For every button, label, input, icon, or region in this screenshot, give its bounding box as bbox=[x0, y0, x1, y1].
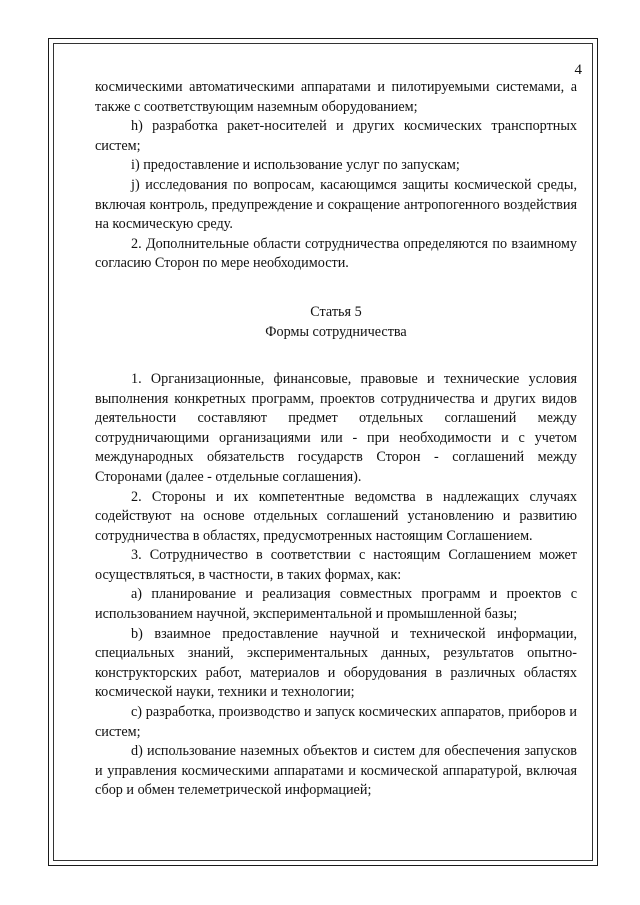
article-paragraph-2: 2. Стороны и их компетентные ведомства в надлежащих случаях содействуют на основе отдельных соглашений установлению и развитию сотрудничества в областях, предусмотренных настоящим Соглашением. bbox=[95, 488, 577, 544]
list-item-h: h) разработка ракет-носителей и других космических транспортных систем; bbox=[95, 118, 577, 154]
article-item-d: d) использование наземных объектов и систем для обеспечения запусков и управления космическими аппаратами и космической аппаратурой, включая сбор и обмен телеметрической информацией; bbox=[95, 743, 577, 799]
continued-paragraph: космическими автоматическими аппаратами и пилотируемыми системами, а также с соответствующим наземным оборудованием; bbox=[95, 79, 577, 115]
article-number: Статья 5 bbox=[310, 303, 362, 320]
list-item-j: j) исследования по вопросам, касающимся защиты космической среды, включая контроль, предупреждение и сокращение антропогенного воздействия на космическую среду. bbox=[95, 176, 577, 233]
article-paragraph-3: 3. Сотрудничество в соответствии с настоящим Соглашением может осуществляться, в частности, в таких формах, как: bbox=[95, 547, 577, 583]
article-item-b: b) взаимное предоставление научной и технической информации, специальных знаний, экспериментальных данных, результатов опытно-конструкторских работ, материалов и оборудования в различных областях космической науки, техники и технологии; bbox=[95, 625, 577, 701]
paragraph-2: 2. Дополнительные области сотрудничества определяются по взаимному согласию Сторон по мере необходимости. bbox=[95, 235, 577, 272]
page-number: 4 bbox=[574, 62, 582, 78]
article-title: Формы сотрудничества bbox=[265, 323, 407, 340]
article-body bbox=[95, 370, 577, 801]
document-body bbox=[95, 78, 577, 801]
article-item-c: c) разработка, производство и запуск космических аппаратов, приборов и систем; bbox=[95, 704, 577, 740]
list-item-i: i) предоставление и использование услуг по запускам; bbox=[131, 157, 460, 174]
article-paragraph-1: 1. Организационные, финансовые, правовые и технические условия выполнения конкретных программ, проектов сотрудничества и других видов деятельности составляют предмет отдельных соглашений между сотрудничающими организациями или - при необходимости и с учетом международных обязательств государств Сторон - соглашений между Сторонами (далее - отдельные соглашения). bbox=[95, 370, 577, 485]
article-item-a: a) планирование и реализация совместных программ и проектов с использованием научной, экспериментальной и промышленной базы; bbox=[95, 586, 577, 623]
article-heading bbox=[95, 302, 577, 342]
